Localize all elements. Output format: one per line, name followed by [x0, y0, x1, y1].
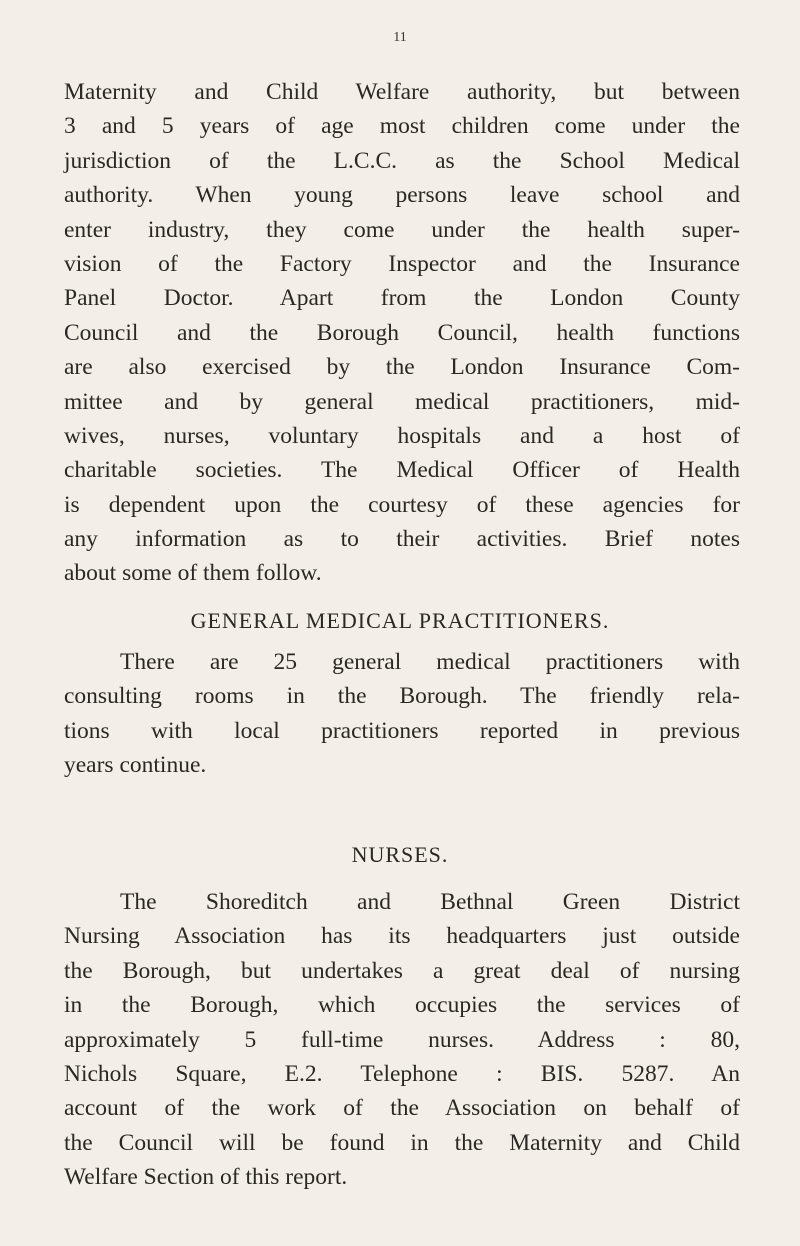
- text-line: mittee and by general medical practitioners, mid-: [64, 388, 740, 415]
- text-line: Welfare Section of this report.: [64, 1164, 348, 1191]
- text-line: jurisdiction of the L.C.C. as the School Medical: [64, 147, 740, 174]
- gp-paragraph: [64, 645, 740, 783]
- text-line: There are 25 general medical practitioners with: [120, 649, 740, 675]
- text-line: Nursing Association has its headquarters just outside: [64, 923, 740, 950]
- text-line: tions with local practitioners reported in previous: [64, 717, 740, 744]
- text-line: the Borough, but undertakes a great deal of nursing: [64, 957, 740, 984]
- text-line: any information as to their activities. Brief notes: [64, 526, 740, 553]
- section-heading-nurses: NURSES.: [351, 842, 449, 867]
- text-line: in the Borough, which occupies the services of: [64, 992, 740, 1019]
- section-heading-gp: GENERAL MEDICAL PRACTITIONERS.: [190, 608, 610, 633]
- text-line: The Shoreditch and Bethnal Green District: [120, 889, 740, 915]
- text-line: approximately 5 full-time nurses. Address : 80,: [64, 1026, 740, 1053]
- text-line: consulting rooms in the Borough. The friendly rela-: [64, 683, 740, 710]
- text-line: the Council will be found in the Maternity and Child: [64, 1129, 740, 1156]
- text-line: account of the work of the Association on behalf of: [64, 1095, 740, 1122]
- text-line: Council and the Borough Council, health functions: [64, 319, 740, 346]
- text-line: is dependent upon the courtesy of these agencies for: [64, 491, 740, 518]
- text-line: Panel Doctor. Apart from the London County: [64, 285, 740, 312]
- nurses-paragraph: [64, 885, 740, 1195]
- text-line: Nichols Square, E.2. Telephone : BIS. 5287. An: [64, 1060, 740, 1087]
- text-line: are also exercised by the London Insurance Com-: [64, 354, 740, 381]
- text-line: charitable societies. The Medical Officer of Health: [64, 457, 740, 484]
- text-line: years continue.: [64, 752, 207, 779]
- text-line: Maternity and Child Welfare authority, but between: [64, 79, 740, 105]
- page-number: 11: [393, 30, 407, 45]
- intro-paragraph: [64, 75, 740, 591]
- text-line: authority. When young persons leave school and: [64, 182, 740, 209]
- text-line: enter industry, they come under the health super-: [64, 216, 740, 243]
- text-line: vision of the Factory Inspector and the Insurance: [64, 250, 740, 277]
- text-line: about some of them follow.: [64, 560, 322, 587]
- text-line: wives, nurses, voluntary hospitals and a host of: [64, 422, 740, 449]
- text-line: 3 and 5 years of age most children come under the: [64, 113, 740, 140]
